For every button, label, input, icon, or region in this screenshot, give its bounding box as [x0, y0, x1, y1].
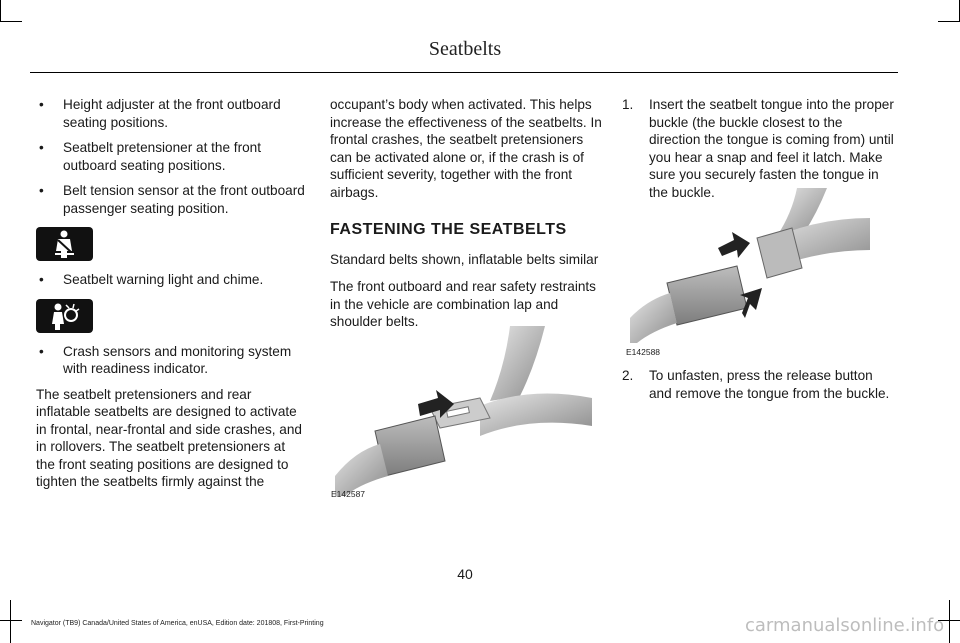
page-number: 40	[457, 566, 473, 582]
body-paragraph: occupant’s body when activated. This helps increase the effectiveness of the seatbelts. In frontal crashes, the seatbelt pretensioners can be activated alone or, if the crash is of sufficient severity, together with the front airbags.	[330, 97, 602, 200]
crop-mark	[10, 600, 11, 643]
list-item-text: Seatbelt warning light and chime.	[63, 272, 264, 287]
list-item: • Seatbelt warning light and chime.	[39, 272, 264, 287]
step-number: 1.	[622, 97, 634, 112]
list-item-text: Insert the seatbelt tongue into the proper buckle (the buckle closest to the direction the tongue is coming from) until you hear a snap and feel it latch. Make sure you securely fasten the tongue in the buckle.	[649, 97, 894, 200]
crop-mark	[0, 21, 22, 22]
column-1	[36, 96, 306, 501]
list-item: • Seatbelt pretensioner at the front outboard seating positions.	[39, 140, 261, 173]
list-item-text: Crash sensors and monitoring system with readiness indicator.	[63, 343, 292, 376]
step-number: 2.	[622, 368, 634, 383]
body-paragraph: The seatbelt pretensioners and rear inflatable seatbelts are designed to activate in frontal, near-frontal and side crashes, and in rollovers. The seatbelt pretensioners at the front seating positions are designed to tighten the seatbelts firmly against the	[36, 386, 302, 489]
list-item: • Height adjuster at the front outboard seating positions.	[39, 97, 281, 130]
airbag-readiness-icon	[36, 299, 93, 333]
seatbelt-warning-icon	[36, 227, 93, 261]
column-2	[330, 96, 602, 341]
seatbelt-latch-illustration	[622, 188, 892, 348]
body-paragraph: The front outboard and rear safety restraints in the vehicle are combination lap and shoulder belts.	[330, 279, 596, 329]
page-title: Seatbelts	[428, 38, 502, 60]
header-rule	[30, 72, 898, 73]
body-paragraph: Standard belts shown, inflatable belts similar	[330, 251, 599, 267]
list-item-text: Height adjuster at the front outboard seating positions.	[63, 97, 281, 130]
list-item	[622, 96, 894, 201]
list-item	[622, 367, 894, 402]
list-item: • Belt tension sensor at the front outboard passenger seating position.	[39, 183, 305, 216]
figure-code: E142587	[331, 489, 366, 499]
crop-mark	[949, 600, 950, 643]
section-heading: FASTENING THE SEATBELTS	[330, 221, 567, 238]
list-item-text: Seatbelt pretensioner at the front outboard seating positions.	[63, 140, 261, 173]
crop-mark	[0, 0, 1, 22]
list-item: • Crash sensors and monitoring system with readiness indicator.	[39, 343, 292, 376]
list-item-text: To unfasten, press the release button and remove the tongue from the buckle.	[649, 368, 890, 401]
list-item-text: Belt tension sensor at the front outboard passenger seating position.	[63, 183, 305, 216]
seatbelt-insert-illustration	[330, 326, 600, 496]
crop-mark	[0, 620, 22, 621]
watermark: carmanualsonline.info	[745, 615, 945, 636]
footer-text: Navigator (TB9) Canada/United States of America, enUSA, Edition date: 201808, First-Printing	[31, 620, 324, 627]
column-3-continued	[622, 367, 894, 412]
figure-code: E142588	[626, 347, 661, 357]
crop-mark	[938, 21, 960, 22]
